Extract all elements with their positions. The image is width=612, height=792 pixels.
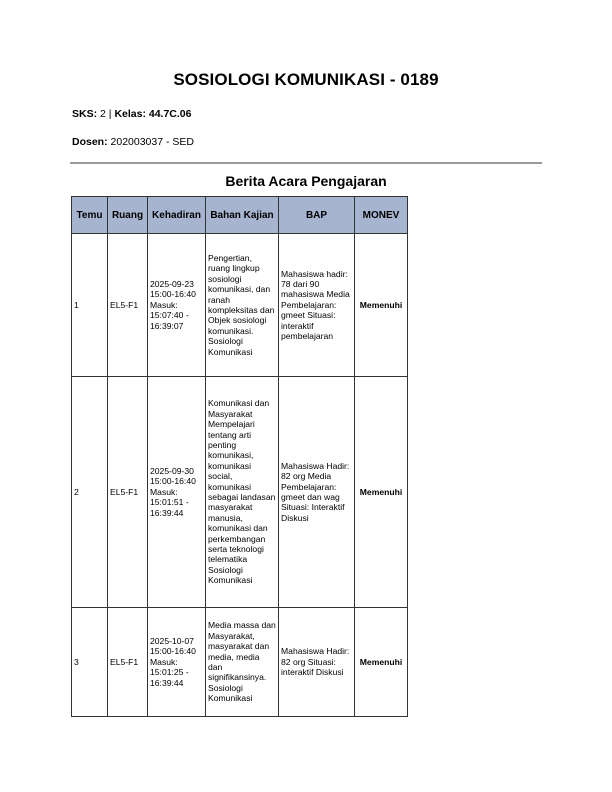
cell-temu: 1	[72, 234, 108, 377]
cell-kehadiran: 2025-10-07 15:00-16:40 Masuk: 15:01:25 - 16:39:44	[148, 608, 206, 717]
cell-kehadiran: 2025-09-23 15:00-16:40 Masuk: 15:07:40 - 16:39:07	[148, 234, 206, 377]
divider	[70, 162, 542, 164]
cell-temu: 3	[72, 608, 108, 717]
table-row	[72, 377, 408, 608]
column-header-monev: MONEV	[355, 197, 408, 234]
cell-bahan-kajian: Komunikasi dan Masyarakat Mempelajari tentang arti penting komunikasi, komunikasi social, komunikasi sebagai landasan masyarakat manusia, komunikasi dan perkembangan serta teknologi telematika Sosiologi Komunikasi	[206, 377, 279, 608]
cell-kehadiran: 2025-09-30 15:00-16:40 Masuk: 15:01:51 - 16:39:44	[148, 377, 206, 608]
section-title: Berita Acara Pengajaran	[225, 173, 387, 189]
dosen-value: 202003037 - SED	[110, 136, 194, 148]
cell-temu: 2	[72, 377, 108, 608]
cell-monev: Memenuhi	[355, 234, 408, 377]
sks-value: 2	[100, 108, 106, 120]
sks-label: SKS:	[72, 108, 98, 120]
cell-bahan-kajian: Pengertian, ruang lingkup sosiologi komunikasi, dan ranah kompleksitas dan Objek sosiologi komunikasi. Sosiologi Komunikasi	[206, 234, 279, 377]
teaching-log-table	[71, 196, 408, 717]
table-header-row	[72, 197, 408, 234]
meta-separator: |	[108, 108, 112, 120]
cell-bap: Mahasiswa Hadir: 82 org Situasi: interaktif Diskusi	[279, 608, 355, 717]
lecturer-meta	[72, 136, 194, 148]
table-row	[72, 234, 408, 377]
cell-ruang: EL5-F1	[108, 608, 148, 717]
dosen-label: Dosen:	[72, 136, 108, 148]
cell-bap: Mahasiswa Hadir: 82 org Media Pembelajaran: gmeet dan wag Situasi: Interaktif Diskusi	[279, 377, 355, 608]
table-row	[72, 608, 408, 717]
cell-monev: Memenuhi	[355, 608, 408, 717]
kelas-value: 44.7C.06	[148, 108, 192, 120]
cell-ruang: EL5-F1	[108, 377, 148, 608]
column-header-bahan-kajian: Bahan Kajian	[206, 197, 279, 234]
column-header-ruang: Ruang	[108, 197, 148, 234]
cell-monev: Memenuhi	[355, 377, 408, 608]
kelas-label: Kelas:	[114, 108, 146, 120]
column-header-kehadiran: Kehadiran	[148, 197, 206, 234]
cell-bap: Mahasiswa hadir: 78 dari 90 mahasiswa Media Pembelajaran: gmeet Situasi: interaktif pembelajaran	[279, 234, 355, 377]
course-meta	[72, 108, 192, 120]
cell-bahan-kajian: Media massa dan Masyarakat, masyarakat dan media, media dan signifikansinya. Sosiologi Komunikasi	[206, 608, 279, 717]
cell-ruang: EL5-F1	[108, 234, 148, 377]
column-header-bap: BAP	[279, 197, 355, 234]
column-header-temu: Temu	[72, 197, 108, 234]
page-title: SOSIOLOGI KOMUNIKASI - 0189	[173, 70, 439, 89]
